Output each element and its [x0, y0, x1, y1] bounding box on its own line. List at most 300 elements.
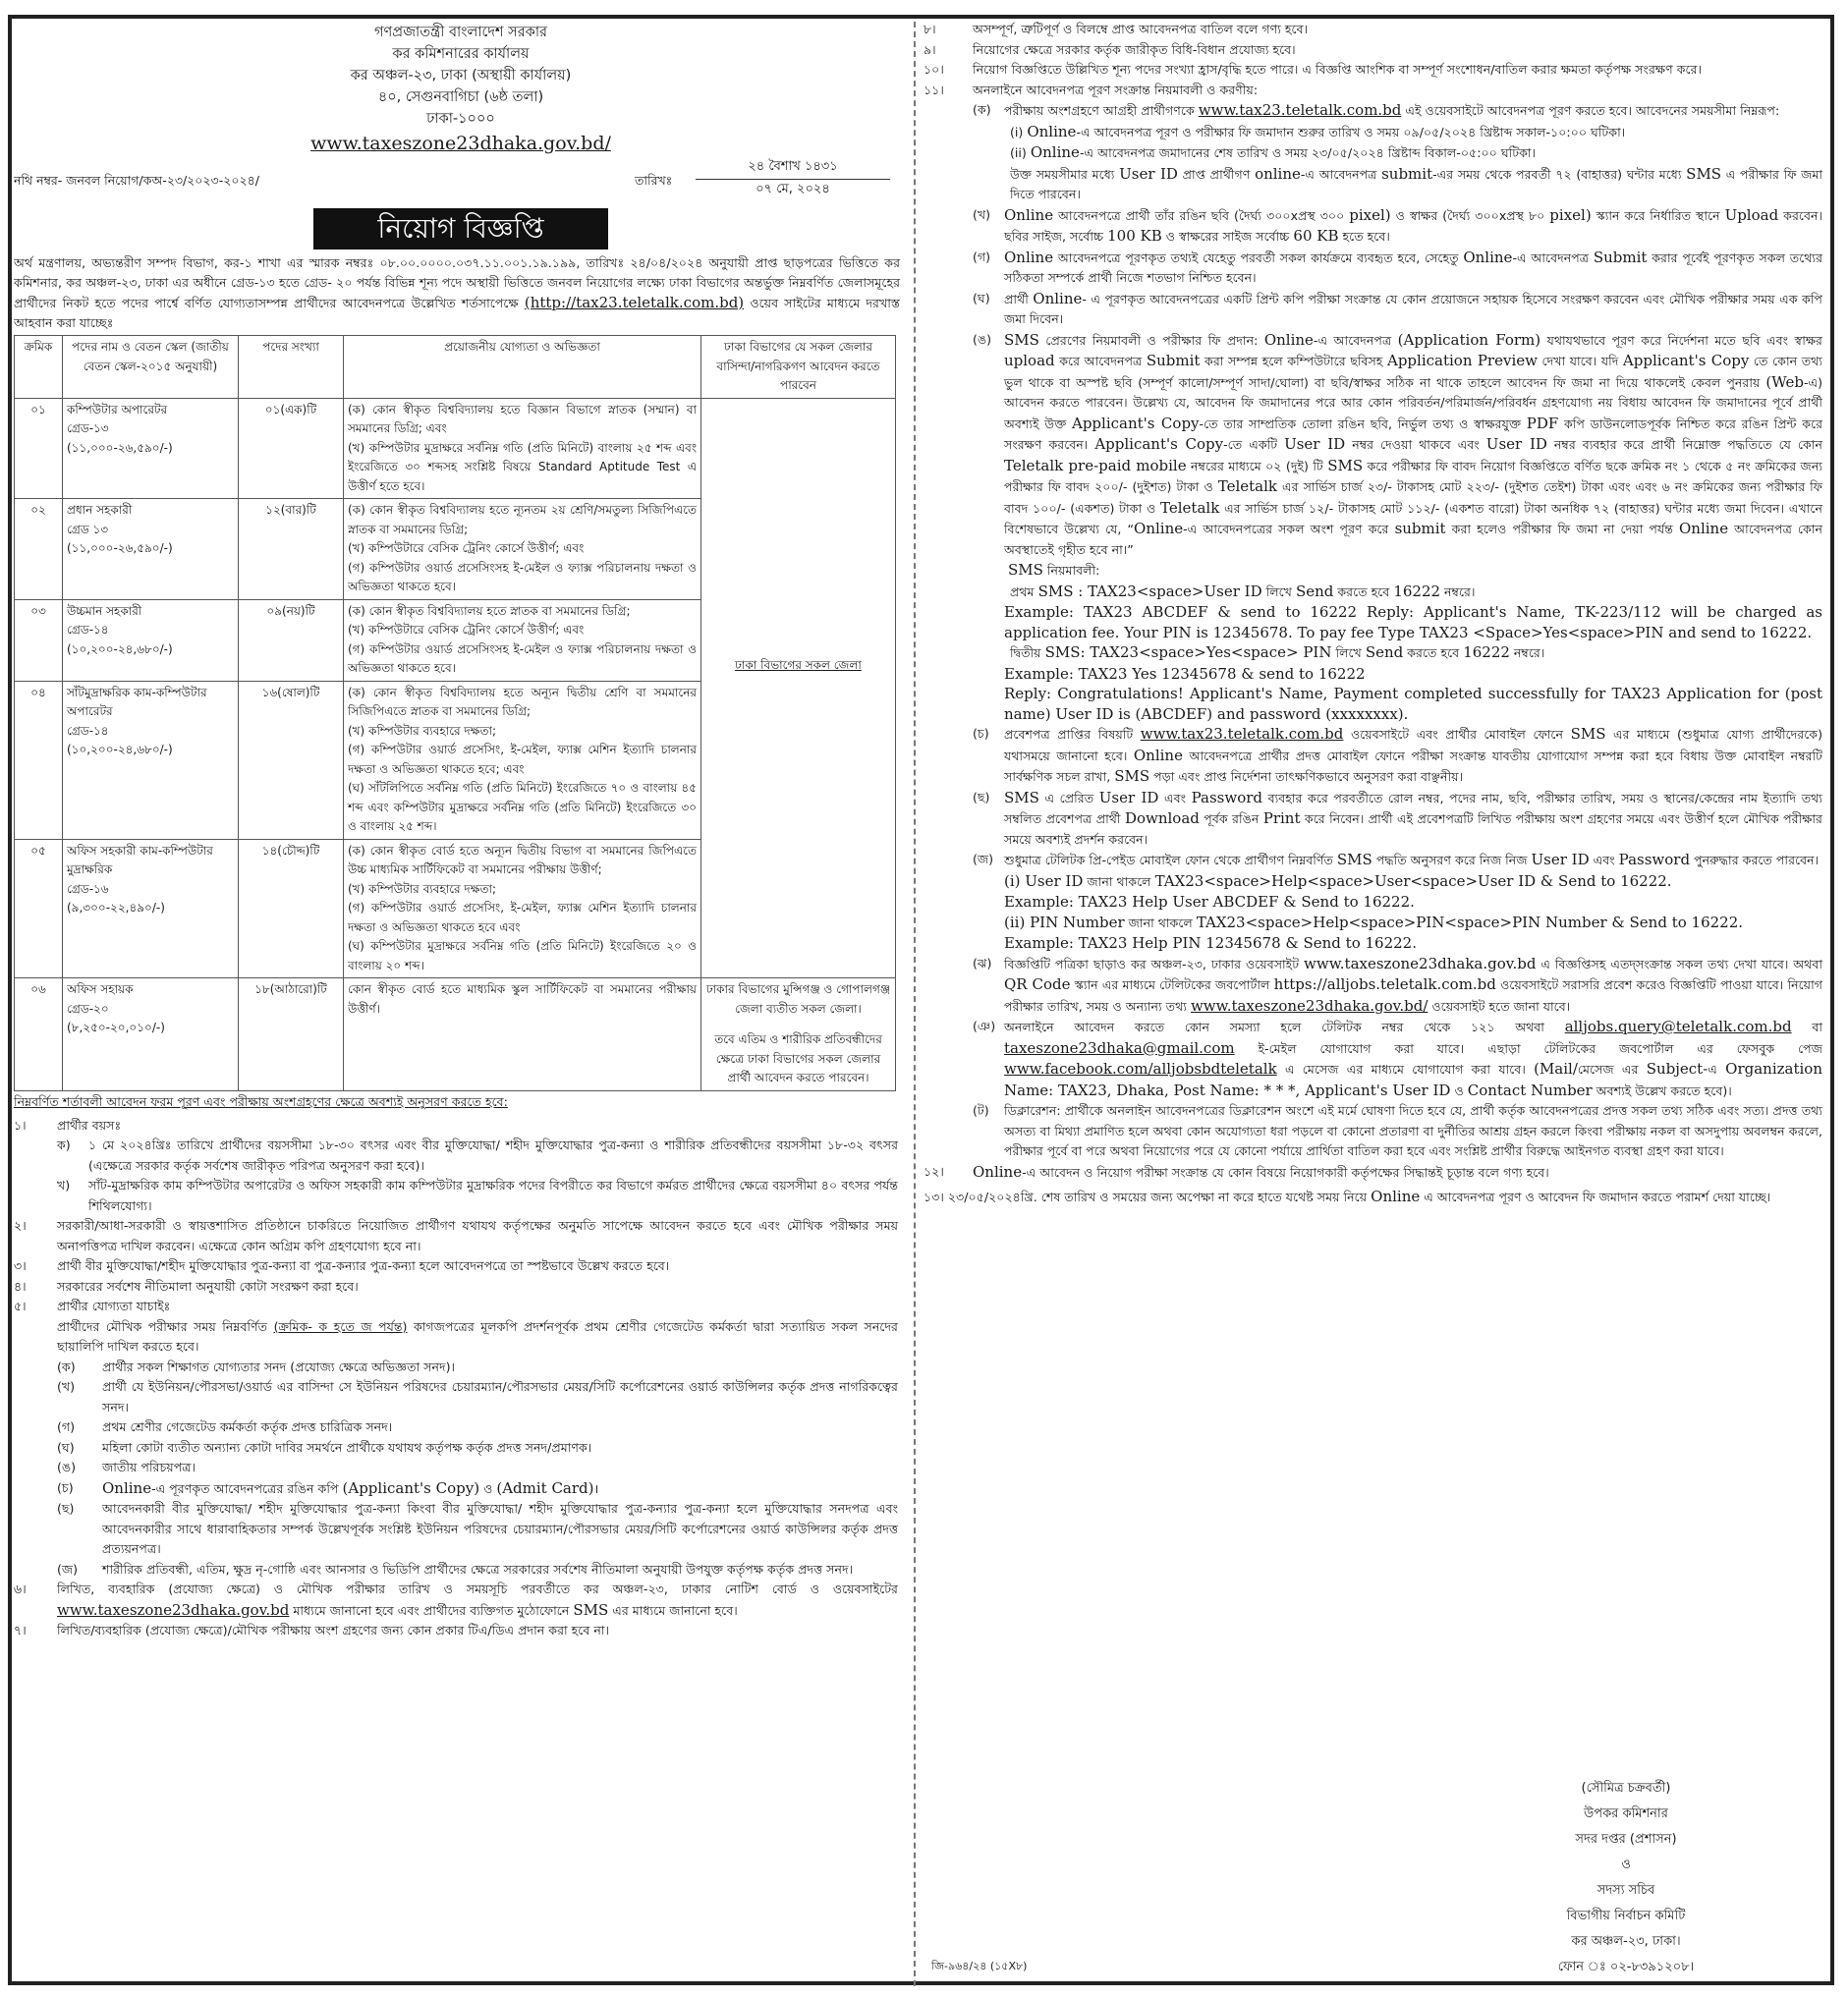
row-qualifications: [344, 499, 701, 600]
en-term: Applicant's Copy: [1094, 435, 1224, 453]
en-term: Teletalk: [1160, 498, 1220, 517]
signatory-office: সদর দপ্তর (প্রশাসন): [1575, 1832, 1677, 1847]
header-line-address: ৪০, সেগুনবাগিচা (৬ষ্ঠ তলা): [377, 89, 544, 105]
sub-text: এ পরীক্ষার ফি জমা দিতে পারবেন।: [1010, 166, 1823, 201]
post-grade: গ্রেড-২০: [67, 1001, 109, 1016]
en-term: Print: [1262, 809, 1301, 827]
sub-text: ও: [1450, 1082, 1468, 1098]
en-term: Online: [1133, 746, 1183, 764]
row-serial: ০১: [15, 398, 63, 499]
condition-number: ৭।: [14, 1623, 27, 1637]
sub-text: প্রেরণের নিয়মাবলী ও পরীক্ষার ফি প্রদান:: [1038, 332, 1264, 348]
condition-text: প্রার্থীর বয়সঃ: [57, 1117, 122, 1133]
sub-text: করে নিবেন। প্রার্থী এই প্রবেশপত্রটি লিখিত পরীক্ষায় অংশ গ্রহণের সময়ে এবং উত্তীর্ণ হলে মৌখিক পরীক্ষার সময়ে অবশ্যই প্রদর্শন করবেন।: [1004, 811, 1822, 847]
date-label: তারিখঃ: [635, 173, 673, 188]
intro-link[interactable]: (http://tax23.teletalk.com.bd): [524, 294, 745, 311]
condition-text: সরকারের সর্বশেষ নীতিমালা অনুযায়ী কোটা সংরক্ষণ করা হবে।: [57, 1278, 359, 1294]
condition-5: [14, 1297, 908, 1580]
en-term: Password: [1618, 851, 1691, 868]
row-qualifications: [344, 398, 701, 499]
office-header: [14, 22, 908, 157]
sub-text: করবেন। ছবির সাইজ, সর্বোচ্চ: [1004, 207, 1822, 244]
post-scale: (১১,০০০-২৬,৫৯০/-): [67, 440, 173, 455]
teletalk-link[interactable]: www.tax23.teletalk.com.bd: [1140, 725, 1344, 743]
sub-text: জাতীয় পরিচয়পত্র।: [102, 1460, 196, 1474]
en-term: SMS: [1004, 788, 1039, 806]
sub-label: (ঙ): [973, 331, 992, 347]
district-text: ঢাকার বিভাগের মুন্সিগঞ্জ ও গোপালগঞ্জ জেলা ব্যতীত সকল জেলা।: [705, 982, 891, 1016]
sub-text: এই ওয়েবসাইটে আবেদনপত্র পূরণ করতে হবে। আবেদনের সময়সীমা নিম্নরূপ:: [1401, 103, 1780, 118]
qualification-item: (গ) কম্পিউটার ওয়ার্ড প্রসেসিং, ই-মেইল, ফ্যাক্স মেশিন ইত্যাদি চালনার দক্ষতা ও অভিজ্ঞতা থাকতে হবে এবং: [348, 901, 697, 934]
condition-text: ১৩। ২৩/০৫/২০২৪খ্রি. শেষ তারিখ ও সময়ের জন্য অপেক্ষা না করে হাতে যথেষ্ট সময় নিয়ে: [924, 1190, 1372, 1204]
en-term: (ii) PIN Number: [1004, 913, 1125, 931]
sub-text: সাঁট-মুদ্রাক্ষরিক কাম কম্পিউটার অপারেটর ও অফিস সহকারী কাম কম্পিউটার মুদ্রাক্ষরিক পদের বিপরীতে কর বিভাগে কর্মরত প্রার্থীদের ক্ষেত্রে বয়সসীমা ৪০ বৎসর পর্যন্ত শিথিলযোগ্য।: [88, 1178, 898, 1213]
website-link[interactable]: www.taxeszone23dhaka.gov.bd: [1304, 954, 1537, 972]
sub-text: -তে একটি: [1223, 437, 1285, 452]
header-post-scale: পদের নাম ও বেতন স্কেল (জাতীয় বেতন স্কেল-২০১৫ অনুযায়ী): [63, 336, 239, 399]
en-term: upload: [1004, 352, 1055, 369]
header-serial: ক্রমিক: [15, 336, 63, 399]
sms-example: Reply: Congratulations! Applicant's Name, Payment completed successfully for TAX23 Application for (post name) User ID is (ABCDEF) and password (xxxxxxxx).: [1004, 685, 1822, 723]
intro-text: অর্থ মন্ত্রণালয়, অভ্যন্তরীণ সম্পদ বিভাগ, কর-১ শাখা এর স্মারক নম্বরঃ ০৮.০০.০০০০.০৩৭.১১.০০১.১৯.১৯৯, তারিখঃ ২৪/০৪/২০২৪ অনুযায়ী প্রাপ্ত ছাড়পত্রের ভিত্তিতে কর কমিশনার, কর অঞ্চল-২৩, ঢাকা এর অধীনে গ্রেড-১৩ হতে গ্রেড- ২০ পর্যন্ত বিভিন্ন শূন্য পদে অস্থায়ী ভিত্তিতে জনবল নিয়োগের লক্ষ্যে ঢাকা বিভাগের অন্তর্ভুক্ত নিম্নবর্ণিত জেলাসমূহের প্রার্থীদের নিকট হতে পদের পার্শ্বে বর্ণিত যোগ্যতাসম্পন্ন প্রার্থীদের আবেদনপত্রে উল্লেখিত শর্তসাপেক্ষে: [14, 255, 900, 310]
condition-number: ১।: [14, 1117, 27, 1133]
en-term: submit: [1381, 164, 1433, 183]
sub-text: হতে হবে।: [1338, 229, 1390, 244]
post-name: অফিস সহায়ক: [67, 982, 134, 996]
sub-text: করা হলেও পরীক্ষার ফি জমা না দেয়া পর্যন্ত: [1445, 522, 1679, 536]
qualification-item: (ক) কোন স্বীকৃত বোর্ড হতে অন্যূন দ্বিতীয় বিভাগ বা সমমানের জিপিএতে উচ্চ মাধ্যমিক সার্টিফিকেট বা সমমানের পরীক্ষায় উত্তীর্ণ;: [348, 843, 697, 876]
condition-12: [924, 1162, 1832, 1184]
signatory-role: সদস্য সচিব: [1596, 1883, 1655, 1898]
teletalk-link[interactable]: www.tax23.teletalk.com.bd: [1198, 101, 1402, 119]
post-grade: গ্রেড ১৩: [67, 522, 109, 536]
sub-text: স্ক্যান এর মাধ্যমে টেলিটকের জবপোর্টাল: [1070, 977, 1274, 992]
sub-text: এ: [1708, 1062, 1726, 1077]
condition-11: [924, 81, 1832, 1162]
condition-13: [924, 1187, 1832, 1208]
sub-text: করতে হবে: [1403, 645, 1464, 660]
condition-number: ১০।: [924, 62, 944, 77]
notice-title: নিয়োগ বিজ্ঞপ্তি: [313, 208, 608, 250]
sub-text: শারীরিক প্রতিবন্ধী, এতিম, ক্ষুদ্র নৃ-গোষ্ঠি এবং আনসার ও ভিডিপি প্রার্থীদের ক্ষেত্রে সরকারের সর্বশেষ নীতিমালা অনুযায়ী উপযুক্ত কর্তৃপক্ষ কর্তৃক প্রদত্ত সনদ।: [102, 1561, 854, 1577]
sub-text: নম্বর দেওয়া থাকবে এবং: [1345, 437, 1486, 452]
en-term: submit: [1394, 520, 1446, 537]
sub-text: করতে হবে: [1333, 583, 1394, 599]
row-count: ০৯(নয়)টি: [239, 599, 344, 681]
row-post: [63, 978, 239, 1091]
sub-text: বিজ্ঞপ্তিটি পত্রিকা ছাড়াও কর অঞ্চল-২৩, ঢাকার ওয়েবসাইট: [1004, 956, 1305, 971]
header-count: পদের সংখ্যা: [239, 336, 344, 399]
en-term: Online: [102, 1478, 152, 1497]
sub-text: নম্বর ব্যবহার করে প্রার্থী নিম্নোক্ত পদ্ধতিতে যে কোন: [1546, 437, 1823, 452]
row-post: [63, 398, 239, 499]
sub-text: -এ) আবেদন করতে পারবেন। উল্লেখ্য যে, আবেদন ফি জমাদানের পরে আর কোন পরিবর্তন/পরিমার্জন/পরিবর্ধন গ্রহণযোগ্য নয় বিধায় আবেদন ফি জমাদানের পূর্বে প্রার্থী অবশ্যই উক্ত: [1004, 374, 1822, 431]
en-term: Upload: [1724, 205, 1779, 224]
header-line-office: কর কমিশনারের কার্যালয়: [392, 46, 530, 62]
en-term: User ID: [1119, 164, 1178, 183]
facebook-link[interactable]: www.facebook.com/alljobsbdteletalk: [1004, 1060, 1277, 1078]
sub-text: পড়া এবং প্রাপ্ত নির্দেশনা তাৎক্ষণিকভাবে অনুসরণ করা বাঞ্ছনীয়।: [1149, 769, 1464, 784]
row-qualifications: [344, 599, 701, 681]
condition-10: [924, 60, 1832, 81]
sub-text: শুধুমাত্র টেলিটক প্রি-পেইড মোবাইল ফোন থেকে প্রার্থীগণ নিম্নবর্ণিত: [1004, 853, 1337, 867]
sub-kha: [973, 205, 1822, 248]
condition-text: মাধ্যমে জানানো হবে এবং প্রার্থীদের ব্যক্তিগত মুঠোফোনে: [289, 1602, 574, 1618]
sub-text: নম্বরে।: [1509, 645, 1545, 660]
sub-text: আবেদনপত্র কোন অবস্থাতেই গৃহীত হবে না।”: [1004, 522, 1823, 557]
condition-text: এর মাধ্যমে জানানো হবে।: [608, 1602, 738, 1618]
sub-ta: [973, 1101, 1822, 1162]
en-term: 16222: [1463, 643, 1510, 661]
en-term: Online: [1463, 248, 1513, 266]
post-scale: (৯,৩০০-২২,৪৯০/-): [67, 901, 165, 915]
sub-label: (জ): [973, 852, 994, 866]
signatory-and: ও: [1621, 1858, 1631, 1872]
en-term: Application Preview: [1387, 352, 1538, 369]
sub-text: ওয়েবসাইটে এবং প্রার্থীর মোবাইল ফোনে: [1343, 727, 1571, 742]
conditions-heading: নিম্নবর্ণিত শর্তাবলী আবেদন ফরম পূরণ এবং পরীক্ষায় অংশগ্রহণের ক্ষেত্রে অবশ্যই অনুসরণ করতে হবে:: [14, 1093, 508, 1109]
sub-ca: [973, 724, 1822, 788]
sub-text: প্রার্থী: [1004, 291, 1034, 306]
en-term: (Application Form): [1397, 330, 1541, 349]
row-count: ১৬(ষোল)টি: [239, 681, 344, 839]
sub-text: ও স্বাক্ষর (দৈর্ঘ্য ৩০০xপ্রস্থ ৮০: [1390, 207, 1550, 223]
en-term: Send: [1295, 582, 1334, 600]
condition-number: ৪।: [14, 1278, 27, 1294]
sub-text: -এ আবেদনপত্র: [1512, 250, 1594, 265]
sub-label: (ঘ): [973, 290, 990, 305]
sub-label: (খ): [973, 206, 991, 222]
sub-text: জানা থাকলে: [1083, 873, 1155, 889]
sub-text: ১ মে ২০২৪খ্রিঃ তারিখে প্রার্থীদের বয়সসীমা ১৮-৩০ বৎসর এবং বীর মুক্তিযোদ্ধা/ শহীদ মুক্তিযোদ্ধার পুত্র-কন্যা ও শারীরিক প্রতিবন্ধীদের বয়সসীমা ১৮-৩২ বৎসর (এক্ষেত্রে সরকার কর্তৃক সর্বশেষ জারীকৃত পরিপত্র অনুসরণ করা হবে)।: [88, 1138, 898, 1173]
row-post: [63, 499, 239, 600]
email-link[interactable]: taxeszone23dhaka@gmail.com: [1004, 1038, 1235, 1057]
en-term: Online: [1134, 520, 1184, 537]
post-name: উচ্চমান সহকারী: [67, 603, 142, 618]
sub-text: এ প্রেরিত: [1038, 790, 1099, 805]
sub-text: অনলাইনে আবেদন করতে কোন সমস্যা হলে টেলিটক নম্বর থেকে ১২১ অথবা: [1004, 1020, 1565, 1034]
sub-text: - এ পূরণকৃত আবেদনপত্রের একটি প্রিন্ট কপি পরীক্ষা সংক্রান্ত যে কোন প্রয়োজনে সহায়ক হিসেবে সংরক্ষণ করবেন এবং মৌখিক পরীক্ষার সময় এক কপি জমা দিবেন।: [1004, 291, 1822, 326]
sub-text: এর মাধ্যমে (শুধুমাত্র যোগ্য প্রার্থীদেরকে) যথাসময়ে জানানো হবে।: [1004, 727, 1822, 763]
en-term: (i) User ID: [1004, 871, 1084, 890]
qualification-item: (খ) কম্পিউটার ব্যবহারে দক্ষতা;: [348, 881, 496, 896]
condition-text: -এ আবেদন ও নিয়োগ পরীক্ষা সংক্রান্ত যে কোন বিষয়ে নিয়োগকারী কর্তৃপক্ষের সিদ্ধান্তই চূড়ান্ত বলে গণ্য হবে।: [1022, 1164, 1549, 1180]
en-term: SMS: [1686, 164, 1722, 183]
condition-1: [14, 1116, 908, 1217]
sub-label: (গ): [973, 249, 991, 264]
sub-label: (ঞ): [973, 1019, 996, 1033]
post-name: কম্পিউটার অপারেটর: [67, 402, 168, 416]
sub-text: স্ক্যান করে নির্ধারিত স্থানে: [1591, 207, 1725, 223]
row-districts-1-5: [701, 398, 896, 978]
table-header-row: [15, 336, 896, 399]
header-line-zone: কর অঞ্চল-২৩, ঢাকা (অস্থায়ী কার্যালয়): [350, 68, 572, 83]
sub-text: মহিলা কোটা ব্যতীত অন্যান্য কোটা দাবির সমর্থনে প্রার্থীকে যথাযথ কর্তৃপক্ষ কর্তৃক প্রদত্ত সনদ/প্রমাণক।: [102, 1439, 592, 1455]
en-term: User ID: [1284, 435, 1346, 453]
en-term: Online: [1033, 289, 1083, 307]
row-count: ১৮(আঠারো)টি: [239, 978, 344, 1091]
en-term: SMS: [1004, 330, 1039, 349]
condition-number: ২।: [14, 1218, 27, 1233]
en-term: Online: [973, 1162, 1023, 1181]
sub-text: করা সম্পন্ন হলে কম্পিউটারে ছবিসহ: [1200, 354, 1387, 368]
sub-text: পদ্ধতি অনুসরণ করে নিজ নিজ: [1372, 853, 1532, 867]
post-grade: গ্রেড-১৩: [67, 421, 109, 435]
condition-text: লিখিত, ব্যবহারিক (প্রযোজ্য ক্ষেত্রে) ও মৌখিক পরীক্ষার তারিখ ও সময়সূচি পরবর্তীতে কর অঞ্চল-২৩, ঢাকার নোটিশ বোর্ড ও ওয়েবসাইটের: [57, 1582, 898, 1596]
sub-text: প্রার্থী যে ইউনিয়ন/পৌরসভা/ওয়ার্ড এর বাসিন্দা সে ইউনিয়ন পরিষদের চেয়ারম্যান/পৌরসভার মেয়র/সিটি কর্পোরেশনের ওয়ার্ড কাউন্সিলর কর্তৃক প্রদত্ত নাগরিকত্বের সনদ।: [102, 1379, 898, 1415]
condition-text: এ আবেদনপত্র পূরণ ও আবেদন ফি জমাদান করতে পরামর্শ দেয়া যাচ্ছে।: [1420, 1190, 1771, 1204]
sub-text: এবং: [1158, 790, 1192, 805]
date-bangla: ২৪ বৈশাখ ১৪৩১: [696, 157, 890, 180]
intro-tail: ওয়েব সাইটের মাধ্যমে দরখাস্ত আহবান করা যাচ্ছেঃ: [14, 296, 900, 330]
en-term: User ID: [1531, 851, 1590, 868]
en-term: Online: [1263, 330, 1314, 349]
en-term: (Mail/: [1534, 1060, 1578, 1078]
sub-text: -এ আবেদনপত্র: [1313, 332, 1398, 348]
sms-fee-rules: [1004, 330, 1822, 725]
en-term: pixel): [1349, 205, 1391, 224]
en-term: SMS: [1327, 456, 1364, 474]
sub-label: (গ): [57, 1419, 76, 1434]
condition-number: ১২।: [924, 1163, 944, 1179]
sub-label: (চ): [973, 726, 989, 741]
condition-number: ১১।: [924, 82, 944, 97]
website-link[interactable]: www.taxeszone23dhaka.gov.bd/: [1190, 996, 1428, 1015]
sub-text: দ্বিতীয়: [1010, 645, 1045, 660]
en-term: Teletalk pre-paid mobile: [1004, 456, 1187, 474]
condition-text: নিয়োগ বিজ্ঞপ্তিতে উল্লিখিত শূন্য পদের সংখ্যা হ্রাস/বৃদ্ধি হতে পারে। এ বিজ্ঞপ্তি আংশিক বা সম্পূর্ণ সংশোধন/বাতিল করার ক্ষমতা কর্তৃপক্ষ সংরক্ষণ করে।: [973, 62, 1703, 77]
condition-text: প্রার্থীর যোগ্যতা যাচাইঃ: [57, 1299, 171, 1313]
post-name: অফিস সহকারী কাম-কম্পিউটার মুদ্রাক্ষরিক: [67, 843, 213, 876]
conditions-list-right: [924, 20, 1832, 1208]
sub-text: করে পরীক্ষার ফি বাবদ নিয়োগ বিজ্ঞপ্তিতে বর্ণিত ছকে ক্রমিক নং ১ থেকে ৫ নং ক্রমিকের জন্য পরীক্ষার ফি বাবদ ২০০/- (দুইশত) টাকা ও: [1004, 458, 1822, 494]
sub-umo: [973, 330, 1822, 725]
posts-table: [14, 335, 896, 1091]
sub-text: এর সার্ভিস চার্জ ১২/- টাকাসহ মোট ১১২/- (একশত বারো) টাকা অনধিক ৭২ (বাহাত্তর) ঘন্টার মধ্যে জমা দিবেন। এখানে বিশেষভাবে উল্লেখ্য যে, “: [1004, 500, 1822, 536]
sub-text: অবশ্যই উল্লেখ করতে হবে)।: [1592, 1082, 1732, 1098]
sub-ka: [973, 100, 1822, 205]
sub-text: আবেদনপত্রে প্রার্থী তাঁর রঙিন ছবি (দৈর্ঘ্য ৩০০xপ্রস্থ ৩০০: [1053, 207, 1350, 223]
sub-text: আবেদনকারী বীর মুক্তিযোদ্ধা/ শহীদ মুক্তিযোদ্ধার পুত্র-কন্যা কিংবা বীর মুক্তিযোদ্ধা/ শহীদ মুক্তিযোদ্ধার পুত্র-কন্যার পুত্র-কন্যা হলে মুক্তিযোদ্ধার সনদপত্র এবং আবেদনকারীর সাথে ধারাবাহিকতার সম্পর্ক উল্লেখপূর্বক সংশ্লিষ্ট ইউনিয়ন পরিষদের চেয়ারম্যান/পৌরসভার মেয়র/সিটি কর্পোরেশনের ওয়ার্ড কাউন্সিলর কর্তৃক প্রদত্ত প্রত্যয়নপত্র।: [102, 1501, 898, 1556]
sub-text: প্রথম: [1010, 583, 1038, 599]
sub-gha: [973, 289, 1822, 330]
sub-text: -এর সময় থেকে পরবর্তী ৭২ (বাহাত্তর) ঘন্টার মধ্যে: [1432, 166, 1687, 182]
row-serial: ০২: [15, 499, 63, 600]
qualification-item: (ঘ) সাঁটলিপিতে সর্বনিম্ন গতি (প্রতি মিনিটে) ইংরেজিতে ৭০ ও বাংলায় ৪৫ শব্দ এবং কম্পিউটার মুদ্রাক্ষরে সর্বনিম্ন গতি (প্রতি মিনিটে) ইংরেজিতে ৩০ ও বাংলায় ২৫ শব্দ।: [348, 781, 697, 833]
row-post: [63, 839, 239, 978]
sub-text: প্রথম শ্রেণীর গেজেটেড কর্মকর্তা কর্তৃক প্রদত্ত চারিত্রিক সনদ।: [102, 1419, 393, 1434]
en-term: Password: [1191, 788, 1262, 806]
sub-text: আবেদনপত্রে পূরণকৃত তথ্যই যেহেতু পরবর্তী সকল কার্যক্রমে ব্যবহৃত হবে, সেহেতু: [1053, 250, 1464, 265]
sub-text: লিখে: [1331, 645, 1366, 660]
sub-text: লিখে: [1261, 583, 1296, 599]
sub-text: নিয়মাবলী:: [1042, 563, 1100, 578]
header-districts: ঢাকা বিভাগের যে সকল জেলার বাসিন্দা/নাগরিকগণ আবেদন করতে পারবেন: [701, 336, 896, 399]
condition-2: [14, 1216, 908, 1256]
en-term: PDF: [1526, 414, 1559, 432]
en-term: Teletalk: [1217, 477, 1278, 495]
condition-text: অসম্পূর্ণ, ত্রুটিপূর্ণ ও বিলম্বে প্রাপ্ত আবেদনপত্র বাতিল বলে গণ্য হবে।: [973, 22, 1309, 36]
condition-7: [14, 1621, 908, 1641]
sub-text: এবং: [1589, 853, 1619, 867]
condition-text: নিয়োগের ক্ষেত্রে সরকার কর্তৃক জারীকৃত বিধি-বিধান প্রযোজ্য হবে।: [973, 41, 1296, 57]
en-term: 60 KB: [1293, 227, 1339, 245]
condition-number: ৩।: [14, 1258, 27, 1273]
sms-example: Example: TAX23 ABCDEF & send to 16222 Reply: Applicant's Name, TK-223/112 will be charged as application fee. Your PIN is 12345678. To pay fee Type TAX23 <Space>Yes<space>PIN and send to 16222.: [1004, 603, 1822, 641]
en-term: (Admit Card): [496, 1478, 594, 1497]
sub-text: প্রবেশপত্র প্রাপ্তির বিষয়টি: [1004, 727, 1141, 742]
sms-example: Example: TAX23 Help User ABCDEF & Send to 16222.: [1004, 893, 1415, 911]
en-term: User ID: [1485, 435, 1547, 453]
sub-text: যথাযথভাবে পূরণ করে নির্দেশনা মতে ছবি এবং স্বাক্ষর: [1540, 332, 1822, 348]
header-line-city: ঢাকা-১০০০: [426, 111, 495, 127]
header-qualifications: প্রয়োজনীয় যোগ্যতা ও অভিজ্ঞতা: [344, 336, 701, 399]
condition-text-underlined: (ক্রমিক- ক হতে জ পর্যন্ত): [273, 1318, 408, 1334]
left-column: [14, 20, 908, 1984]
sub-ga: [973, 248, 1822, 289]
sub-text: দেখা যাবে। যদি: [1537, 354, 1623, 368]
condition-number: ৫।: [14, 1299, 27, 1313]
sub-label: (ট): [973, 1103, 989, 1118]
condition-9: [924, 40, 1832, 61]
sub-text: করার পূর্বেই পূরণকৃত সকল তথ্যের সঠিকতা সম্পর্কে প্রার্থী নিজে শতভাগ নিশ্চিত হবেন।: [1004, 250, 1822, 285]
en-term: Applicant's Copy: [1072, 414, 1200, 432]
sub-text: ডিক্লারেশন: প্রার্থীকে অনলাইন আবেদনপত্রের ডিক্লারেশন অংশে এই মর্মে ঘোষণা দিতে হবে যে, প্রার্থী কর্তৃক আবেদনপত্রের প্রদত্ত সকল তথ্য সঠিক এবং সত্য। প্রদত্ত তথ্য অসত্য বা মিথ্যা প্রমাণিত হলে অথবা কোন অযোগ্যতা ধরা পড়লে বা কোনো প্রতারণা বা দুর্নীতির আশ্রয় গ্রহন করলে কিংবা পরীক্ষায় নকল বা অসদুপায় অবলম্বন করলে, পরীক্ষার পূর্বে বা পরে অথবা নিয়োগের পরে যে কোনো পর্যায়ে প্রার্থিতা বাতিল করা হবে এবং সংশ্লিষ্ট প্রার্থীর বিরুদ্ধে আইনগত ব্যবস্থা গ্রহণ করা যাবে।: [1004, 1103, 1822, 1158]
qualification-item: (ক) কোন স্বীকৃত বিশ্ববিদ্যালয় হতে স্নাতক বা সমমানের ডিগ্রি;: [348, 603, 631, 618]
qualification-item: (খ) কম্পিউটার ব্যবহারে দক্ষতা;: [348, 723, 496, 738]
sub-text: তে কোন তথ্য ভুল থাকে বা অস্পষ্ট ছবি (সম্পূর্ণ কালো/সম্পূর্ণ সাদা/ঘোলা) বা ছবি/স্বাক্ষর সঠিক না থাকে তাহলে আবেদন ফি জমা না দিয়ে থাকলেই কেবল পুনরায়: [1004, 354, 1822, 390]
condition-text: প্রার্থী বীর মুক্তিযোদ্ধা/শহীদ মুক্তিযোদ্ধার পুত্র-কন্যা বা পুত্র-কন্যার পুত্র-কন্যা হলে আবেদনপত্রে তা স্পষ্টভাবে উল্লেখ করতে হবে।: [57, 1258, 670, 1273]
en-term: Online: [1678, 520, 1729, 537]
post-scale: (১১,০০০-২৬,৫৯০/-): [67, 541, 173, 555]
sub-label: (চ): [57, 1479, 74, 1495]
sub-text: করে আবেদনপত্র: [1054, 354, 1147, 368]
en-term: SMS: [1336, 851, 1372, 868]
district-text: ঢাকা বিভাগের সকল জেলা: [735, 657, 862, 672]
sub-text: -এ আবেদনপত্রের সকল অংশ পূরণ করে: [1183, 522, 1395, 536]
sub-text: আবেদনপত্রে প্রার্থীর প্রদত্ত মোবাইল ফোনে পরীক্ষা সংক্রান্ত যাবতীয় যোগাযোগ সম্পন্ন করা হবে বিধায় উক্ত মোবাইল নম্বরটি সার্বক্ষণিক সচল রাখা,: [1004, 748, 1822, 784]
sub-text: ব্যবহার করে পরবর্তীতে রোল নম্বর, পদের নাম, ছবি, পরীক্ষার তারিখ, সময় ও স্থানের/কেন্দ্রের নাম ইত্যাদি তথ্য সম্বলিত প্রবেশপত্র প্রার্থী: [1004, 790, 1822, 826]
en-term: Organization Name: TAX23, Dhaka, Post Name: * * *, Applicant's User ID: [1004, 1060, 1822, 1099]
table-row: [15, 398, 896, 499]
header-website-link[interactable]: www.taxeszone23dhaka.gov.bd/: [310, 133, 611, 154]
sub-text: ওয়েবসাইটে সরাসরি প্রবেশ করেও বিজ্ঞপ্তিটি পাওয়া যাবে। নিয়োগ পরীক্ষার তারিখ, সময় ও অন্যান্য তথ্য: [1004, 977, 1822, 1014]
sub-text: ও: [479, 1480, 497, 1496]
sub-text: ।: [593, 1480, 599, 1496]
en-term: SMS: [1114, 767, 1150, 785]
sub-ja: [973, 850, 1822, 954]
sub-jha: [973, 954, 1822, 1018]
post-name: সাঁটমুদ্রাক্ষরিক কাম-কম্পিউটার অপারেটর: [67, 685, 207, 718]
qualification-item: (গ) কম্পিউটার ওয়ার্ড প্রসেসিং, ই-মেইল, ফ্যাক্স মেশিন ইত্যাদি চালনার দক্ষতা ও অভিজ্ঞতা থাকতে হবে; এবং: [348, 743, 697, 776]
sub-label: ক): [57, 1138, 71, 1152]
sub-text: উক্ত সময়সীমার মধ্যে: [1010, 166, 1120, 182]
condition-8: [924, 20, 1832, 40]
gd-code: জি-৯৬৪/২৪ (১৫X৮): [931, 1960, 1028, 1972]
post-scale: (১০,২০০-২৪,৬৮০/-): [67, 743, 173, 756]
en-term: pixel): [1549, 205, 1592, 224]
qualification-item: (ক) কোন স্বীকৃত বিশ্ববিদ্যালয় হতে বিজ্ঞান বিভাগে স্নাতক (সম্মান) বা সমমানের ডিগ্রি; এবং: [348, 402, 697, 435]
en-term: Online: [1030, 143, 1080, 161]
file-number: নথি নম্বর- জনবল নিয়োগ/কঅ-২৩/২০২৩-২০২৪/: [14, 173, 259, 188]
sub-text: মেসেজ এর: [1577, 1062, 1647, 1077]
signatory-designation: উপকর কমিশনার: [1584, 1806, 1668, 1821]
sub-text: পরীক্ষায় অংশগ্রহণে আগ্রহী প্রার্থীগণকে: [1004, 103, 1199, 118]
sms-example: Example: TAX23 Yes 12345678 & send to 16222: [1004, 664, 1366, 683]
sub-label: (ক): [57, 1359, 76, 1374]
en-term: 16222: [1393, 582, 1441, 600]
en-term: Submit: [1146, 352, 1201, 369]
sub-text: এ মেসেজ এর মাধ্যমে যোগাযোগ করা যাবে।: [1276, 1062, 1535, 1077]
sub-label: (ঙ): [57, 1460, 77, 1474]
email-link[interactable]: alljobs.query@teletalk.com.bd: [1564, 1018, 1792, 1035]
condition-text: সরকারী/আধা-সরকারী ও স্বায়ত্তশাসিত প্রতিষ্ঠানে চাকরিতে নিয়োজিত প্রার্থীগণ যথাযথ কর্তৃপক্ষের অনুমতি সাপেক্ষে আবেদন করতে হবে এবং মৌখিক পরীক্ষার সময় অনাপত্তিপত্র দাখিল করবেন। এক্ষেত্রে কোন অগ্রিম কপি গ্রহণযোগ্য হবে না।: [57, 1218, 898, 1253]
sub-text: এর সার্ভিস চার্জ ২৩/- টাকাসহ মোট ২২৩/- (দুইশত তেইশ) টাকা এবং এবং ৬ নং ক্রমিকের জন্য পরীক্ষার ফি বাবদ ১০০/- (একশত) টাকা ও: [1004, 479, 1822, 516]
sub-label: (জ): [57, 1561, 79, 1577]
row-qualifications: [344, 839, 701, 978]
sub-text: নম্বরের মাধ্যমে ০২ (দুই) টি: [1186, 458, 1328, 473]
sub-text: -এ পূরণকৃত আবেদনপত্রের রঙিন কপি: [151, 1480, 343, 1496]
sub-text: -এ আবেদনপত্র: [1300, 166, 1382, 182]
condition-4: [14, 1277, 908, 1298]
sub-text: কপি ডাউনলোডপূর্বক নিশ্চিত করে রঙিন প্রিন্ট করে সংরক্ষণ করবেন।: [1004, 416, 1823, 452]
condition-number: ৮।: [924, 22, 936, 36]
sub-text: ও স্বাক্ষরের সাইজ সর্বোচ্চ: [1161, 229, 1294, 244]
en-term: SMS: [573, 1600, 609, 1619]
sub-text: নম্বরে।: [1440, 583, 1476, 599]
en-term: Contact Number: [1467, 1081, 1593, 1099]
intro-paragraph: [14, 253, 908, 333]
condition-number: ৬।: [14, 1582, 27, 1596]
reference-row: [14, 157, 908, 212]
signatory-committee: বিভাগীয় নির্বাচন কমিটি: [1566, 1909, 1686, 1923]
row-count: ১২(বার)টি: [239, 499, 344, 600]
en-term: Online: [1027, 122, 1077, 140]
sub-text: ই-মেইল যোগাযোগ করা যাবে। এছাড়া টেলিটকের জবপোর্টাল এর ফেসবুক পেজ: [1234, 1040, 1822, 1056]
sub-text: পূর্বক রঙিন: [1199, 811, 1263, 826]
condition-text: লিখিত/ব্যবহারিক (প্রযোজ্য ক্ষেত্রে)/মৌখিক পরীক্ষায় অংশ গ্রহণের জন্য কোন প্রকার টিএ/ডিএ প্রদান করা হবে না।: [57, 1623, 610, 1637]
sub-text: এ বিজ্ঞপ্তিসহ এতদ্‌সংক্রান্ত সকল তথ্য দেখা যাবে। অথবা: [1536, 956, 1823, 971]
row-districts-6: [701, 978, 896, 1091]
row-post: [63, 599, 239, 681]
qualification-item: (খ) কম্পিউটারে বেসিক ট্রেনিং কোর্সে উত্তীর্ণ; এবং: [348, 541, 585, 555]
conditions-list-left: [14, 1116, 908, 1641]
en-term: Download: [1124, 809, 1200, 827]
en-term: 100 KB: [1107, 227, 1162, 245]
condition-6: [14, 1580, 908, 1621]
qualification-item: (ক) কোন স্বীকৃত বিশ্ববিদ্যালয় হতে অন্যূন দ্বিতীয় শ্রেণি বা সমমানের সিজিপিএতে স্নাতক বা সমমানের ডিগ্রি;: [348, 685, 697, 718]
post-scale: (১০,২০০-২৪,৬৮০/-): [67, 641, 173, 656]
en-term: TAX23<space>Help<space>User<space>User ID & Send to 16222.: [1154, 871, 1672, 890]
qualification-item: (খ) কম্পিউটারে বেসিক ট্রেনিং কোর্সে উত্তীর্ণ; এবং: [348, 623, 585, 637]
sub-label: (i): [1010, 124, 1024, 139]
row-serial: ০৩: [15, 599, 63, 681]
column-divider: [914, 22, 916, 1986]
post-grade: গ্রেড-১৪: [67, 623, 109, 637]
signatory-name: (সৌমিত্র চক্রবর্তী): [1581, 1781, 1671, 1796]
sub-label: (ঘ): [57, 1439, 75, 1455]
sub-text: ওয়েবসাইট হতে জানা যাবে।: [1428, 998, 1571, 1014]
en-term: Submit: [1593, 248, 1648, 266]
en-term: SMS : TAX23<space>User ID: [1037, 582, 1262, 600]
sub-text: -এ আবেদনপত্র জমাদানের শেষ তারিখ ও সময় ২৩/০৫/২০২৪ খ্রিষ্টাব্দ বিকাল-০৫:০০ ঘটিকা।: [1079, 145, 1537, 160]
en-term: Online: [1371, 1188, 1421, 1205]
en-term: QR Code: [1004, 975, 1071, 993]
alljobs-link[interactable]: https://alljobs.teletalk.com.bd: [1273, 975, 1496, 993]
sub-label: (ক): [973, 102, 991, 117]
website-link[interactable]: www.taxeszone23dhaka.gov.bd: [57, 1600, 290, 1619]
row-serial: ০৪: [15, 681, 63, 839]
